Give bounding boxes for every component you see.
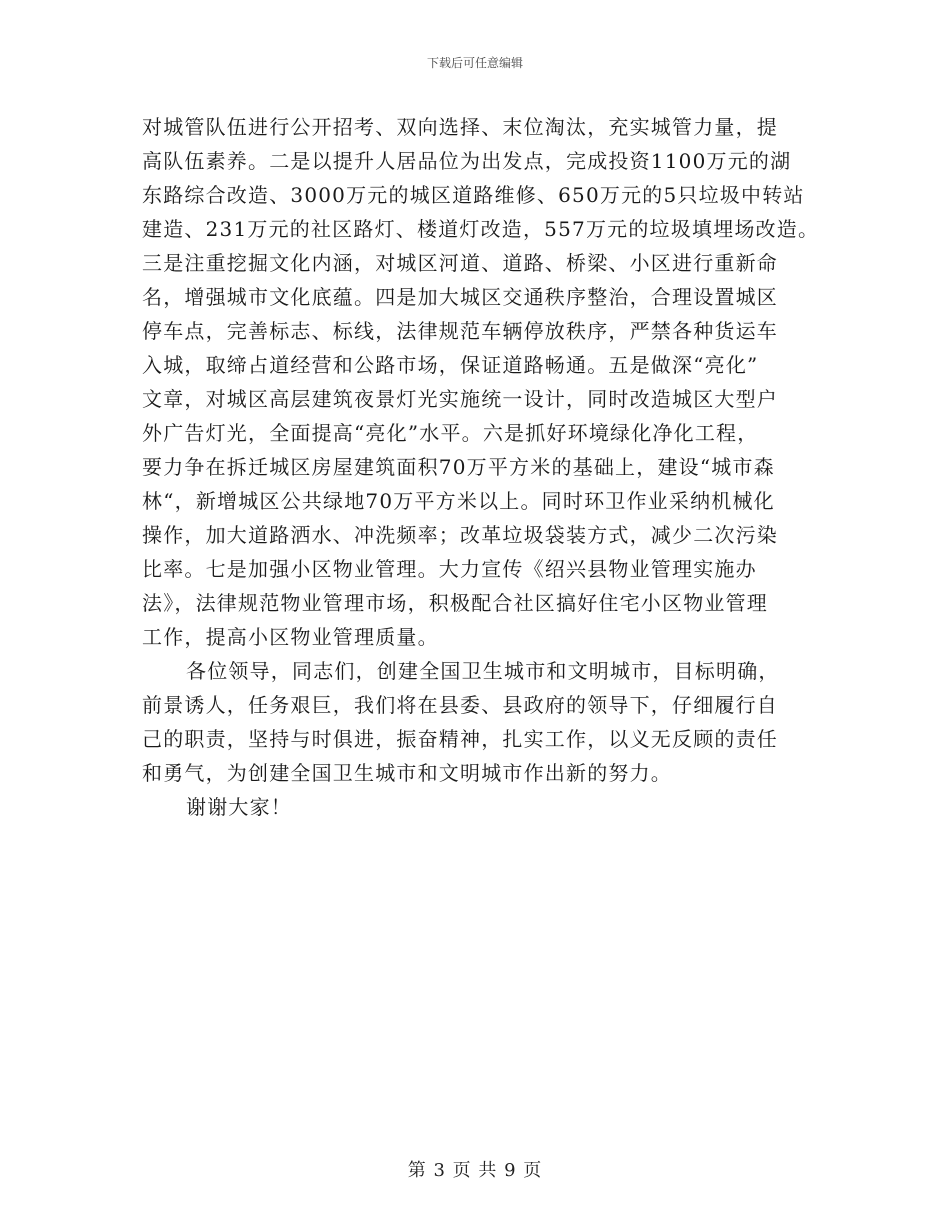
body-line: 前景诱人，任务艰巨，我们将在县委、县政府的领导下，仔细履行自 [142,693,778,717]
body-line: 要力争在拆迁城区房屋建筑面积70万平方米的基础上，建设“城市森 [142,455,775,479]
closing-line: 谢谢大家！ [186,795,292,819]
body-line: 对城管队伍进行公开招考、双向选择、末位淘汰，充实城管力量，提 [142,115,778,139]
body-line: 己的职责，坚持与时俱进，振奋精神，扎实工作，以义无反顾的责任 [142,727,778,751]
body-line: 建造、231万元的社区路灯、楼道灯改造，557万元的垃圾填埋场改造。 [142,217,820,241]
body-line: 停车点，完善标志、标线，法律规范车辆停放秩序，严禁各种货运车 [142,319,778,343]
body-line: 林“，新增城区公共绿地70万平方米以上。同时环卫作业采纳机械化 [142,489,775,513]
body-line: 法》，法律规范物业管理市场，积极配合社区搞好住宅小区物业管理 [142,591,768,615]
document-body [142,110,822,824]
body-line: 操作，加大道路洒水、冲洗频率；改革垃圾袋装方式，减少二次污染 [142,523,778,547]
body-line: 文章，对城区高层建筑夜景灯光实施统一设计，同时改造城区大型户 [142,387,778,411]
body-line: 名，增强城市文化底蕴。四是加大城区交通秩序整治，合理设置城区 [142,285,778,309]
body-line: 比率。七是加强小区物业管理。大力宣传《绍兴县物业管理实施办 [142,557,757,581]
body-line: 三是注重挖掘文化内涵，对城区河道、道路、桥梁、小区进行重新命 [142,251,778,275]
body-line: 工作，提高小区物业管理质量。 [142,625,439,649]
body-line: 入城，取缔占道经营和公路市场，保证道路畅通。五是做深“亮化” [142,353,759,377]
body-line: 外广告灯光，全面提高“亮化”水平。六是抓好环境绿化净化工程， [142,421,759,445]
body-line: 东路综合改造、3000万元的城区道路维修、650万元的5只垃圾中转站 [142,183,805,207]
body-line: 和勇气，为创建全国卫生城市和文明城市作出新的努力。 [142,761,672,785]
paragraph-start-line: 各位领导，同志们，创建全国卫生城市和文明城市，目标明确， [186,659,780,683]
page-number-footer: 第 3 页 共 9 页 [407,1160,543,1181]
body-line: 高队伍素养。二是以提升人居品位为出发点，完成投资1100万元的湖 [142,149,792,173]
page-header-note: 下载后可任意编辑 [426,56,523,70]
